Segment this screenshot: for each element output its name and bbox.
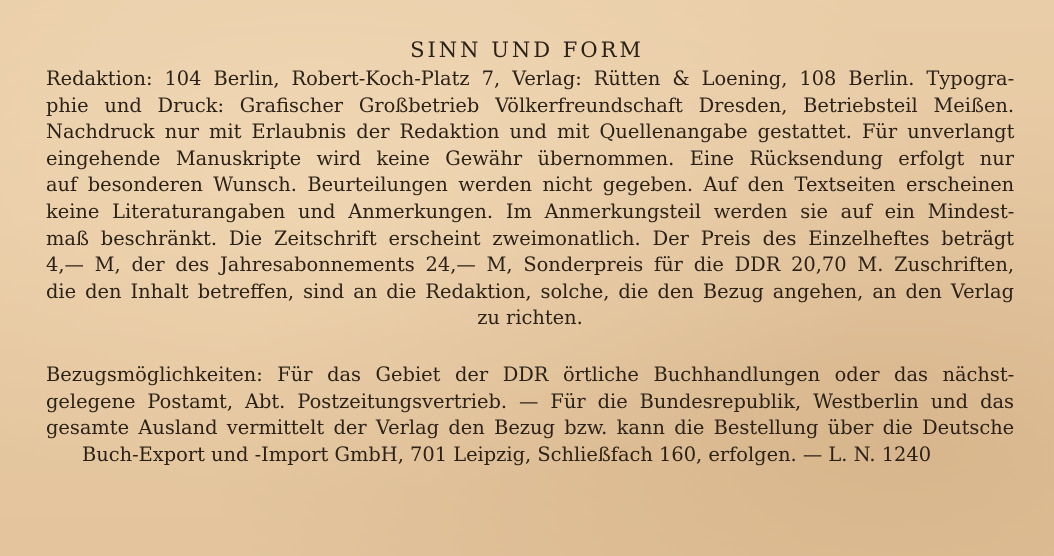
text-line: Redaktion: 104 Berlin, Robert-Koch-Platz 7, Verlag: Rütten & Loening, 108 Berlin. Typogra- xyxy=(46,67,1015,90)
text-line: die den Inhalt betreffen, sind an die Redaktion, solche, die den Bezug angehen, an den Verlag xyxy=(46,279,1014,303)
text-line: eingehende Manuskripte wird keine Gewähr übernommen. Eine Rücksendung erfolgt nur xyxy=(46,146,1014,170)
text-line: 4,— M, der des Jahresabonnements 24,— M, Sonderpreis für die DDR 20,70 M. Zuschriften, xyxy=(46,253,1014,277)
text-line-last: zu richten. xyxy=(477,306,583,330)
text-line: keine Literaturangaben und Anmerkungen. Im Anmerkungsteil werden sie auf ein Mindest- xyxy=(46,199,1015,223)
text-line: maß beschränkt. Die Zeitschrift erscheint zweimonatlich. Der Preis des Einzelheftes beträgt xyxy=(46,226,1014,250)
text-line: Bezugsmöglichkeiten: Für das Gebiet der DDR örtliche Buchhandlungen oder das nächst- xyxy=(46,363,1015,386)
text-line: auf besonderen Wunsch. Beurteilungen werden nicht gegeben. Auf den Textseiten erscheinen xyxy=(46,173,1015,197)
text-line: gesamte Ausland vermittelt der Verlag den Bezug bzw. kann die Bestellung über die Deutsche xyxy=(46,416,1015,440)
subscription-paragraph xyxy=(46,362,1014,468)
imprint-paragraph xyxy=(46,66,1014,332)
text-line: gelegene Postamt, Abt. Postzeitungsvertrieb. — Für die Bundesrepublik, Westberlin und das xyxy=(46,389,1014,413)
page-title: SINN UND FORM xyxy=(410,38,644,62)
text-line: phie und Druck: Grafischer Großbetrieb Völkerfreundschaft Dresden, Betriebsteil Meißen. xyxy=(46,93,1015,117)
text-line-last: Buch-Export und -Import GmbH, 701 Leipzig, Schließfach 160, erfolgen. — L. N. 1240 xyxy=(82,442,932,466)
text-line: Nachdruck nur mit Erlaubnis der Redaktion und mit Quellenangabe gestattet. Für unverlangt xyxy=(46,120,1015,144)
